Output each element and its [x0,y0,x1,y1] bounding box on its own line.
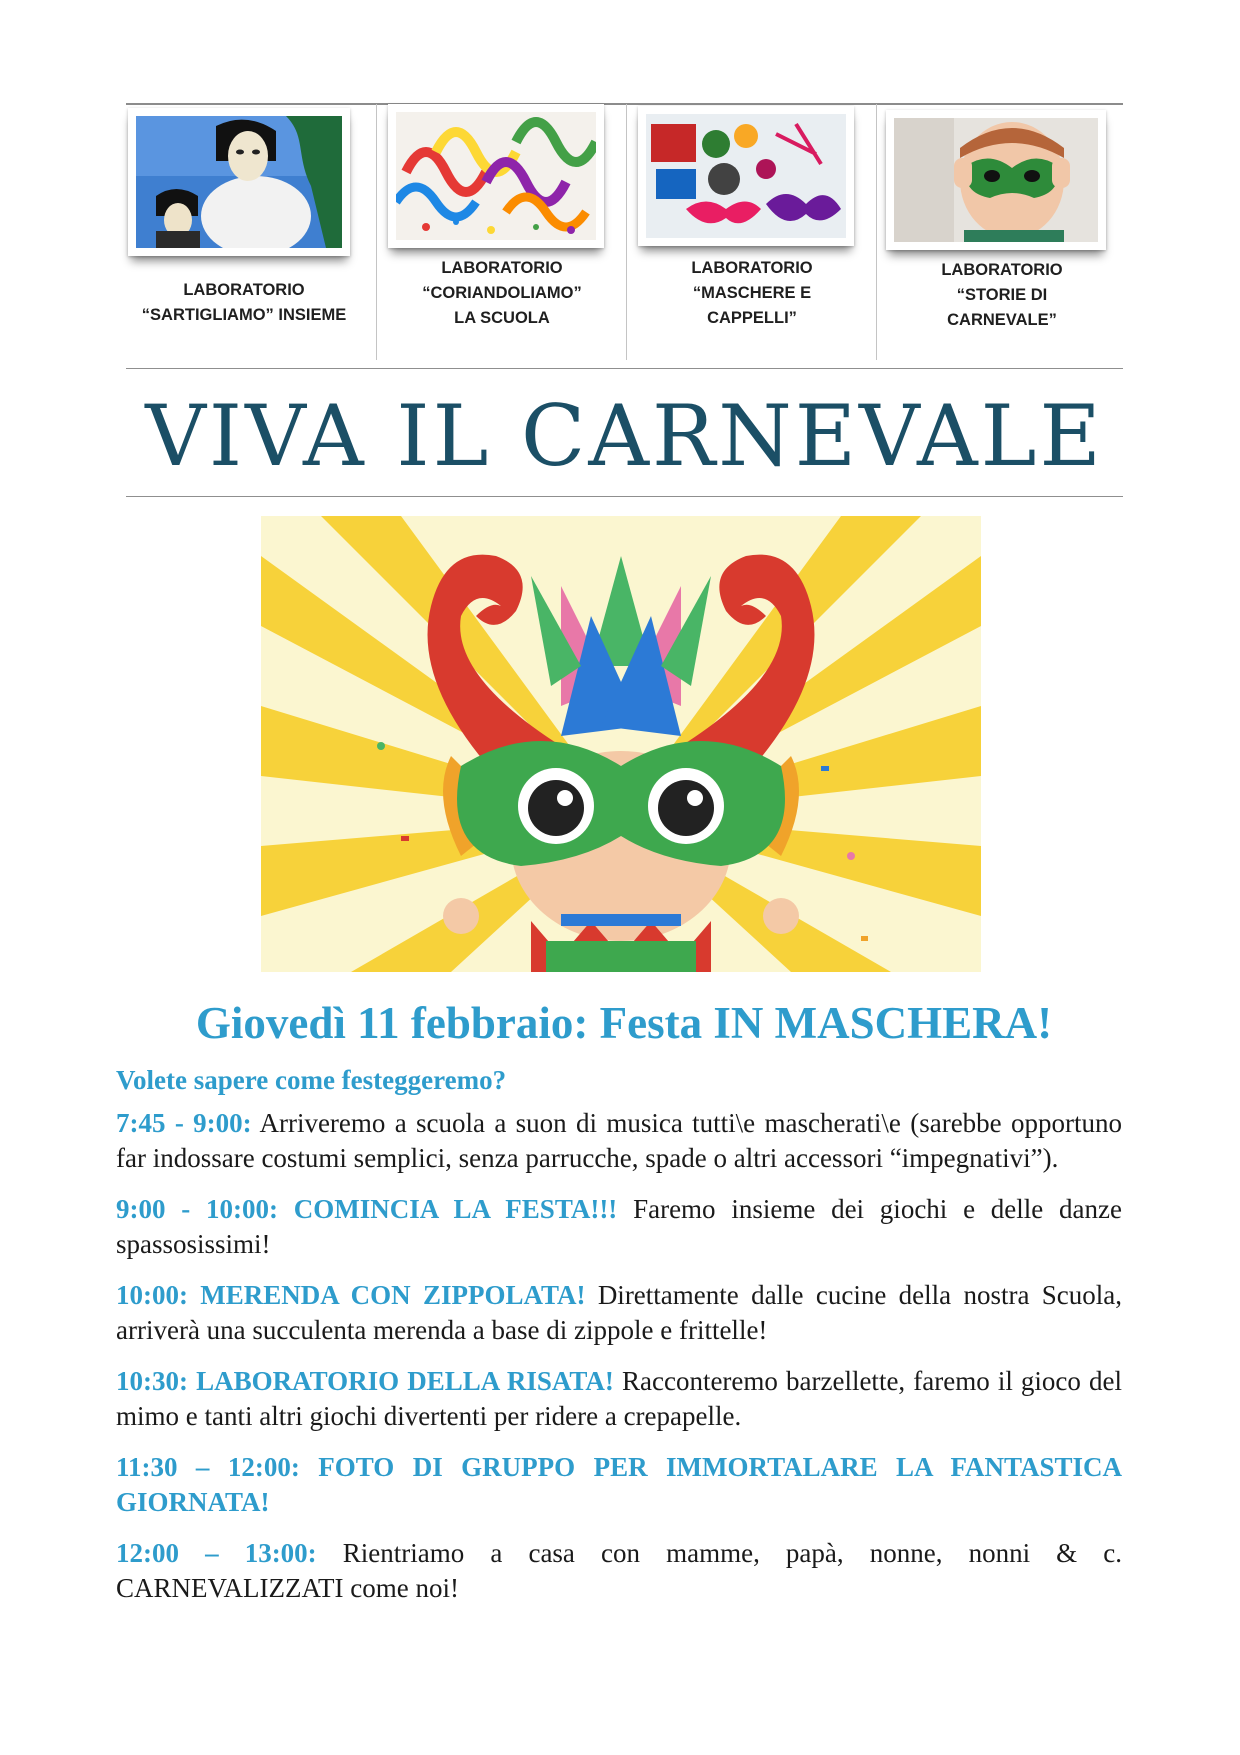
schedule-time: 7:45 - 9:00: [116,1108,252,1138]
workshop-photo-3 [638,106,854,246]
workshop-label-line: “MASCHERE E [692,284,812,302]
schedule-description: Racconteremo barzellette, faremo il gioco del mimo e tanti altri giochi divertenti per ridere a crepapelle. [116,1366,1123,1431]
workshop-label-line: LABORATORIO [441,259,563,277]
schedule-description: Arriveremo a scuola a suon di musica tutti\e mascherati\e (sarebbe opportuno far indossare costumi semplici, senza parrucche, spade o altri accessori “impegnativi”). [116,1108,1122,1173]
confetti-streamers-photo-icon [396,112,596,240]
workshop-label-line: “CORIANDOLIAMO” [422,284,582,302]
schedule-description: Faremo insieme dei giochi e delle danze spassosissimi! [116,1194,1122,1259]
title-divider-top [126,368,1123,369]
workshop-label-line: “STORIE DI [956,286,1048,304]
schedule-time: 9:00 - 10:00: COMINCIA LA FESTA!!! [116,1194,618,1224]
craft-masks-photo-icon [646,114,846,238]
workshop-photo-4 [886,110,1106,250]
schedule-description: Direttamente dalle cucine della nostra Scuola, arriverà una succulenta merenda a base di zippole e frittelle! [116,1280,1122,1345]
workshop-label-3 [634,256,870,331]
workshop-label-line: LA SCUOLA [454,309,550,327]
workshop-label-line: LABORATORIO [691,259,813,277]
sartiglia-mask-photo-icon [136,116,342,248]
top-divider [126,103,1123,105]
workshop-label-line: CARNEVALE” [947,311,1057,329]
schedule-item [116,1192,1122,1262]
title-divider-bottom [126,496,1123,497]
schedule-time: 11:30 – 12:00: FOTO DI GRUPPO PER IMMORTALARE LA FANTASTICA GIORNATA! [116,1452,1122,1517]
carnival-jester-mask-illustration-icon [261,516,981,972]
workshop-photo-1 [128,108,350,256]
event-heading: Giovedì 11 febbraio: Festa IN MASCHERA! [195,998,1053,1048]
schedule-description: Rientriamo a casa con mamme, papà, nonne, nonni & c. CARNEVALIZZATI come noi! [116,1538,1123,1603]
schedule-item [116,1450,1122,1520]
workshop-label-line: CAPPELLI” [707,309,797,327]
workshop-label-1 [128,278,360,328]
workshop-label-2 [384,256,620,331]
child-green-mask-photo-icon [894,118,1098,242]
column-separator [876,104,877,360]
hero-illustration [261,516,981,972]
schedule-time: 10:30: LABORATORIO DELLA RISATA! [116,1366,614,1396]
schedule-item [116,1106,1122,1176]
page-title: VIVA IL CARNEVALE [145,387,1104,485]
event-intro: Volete sapere come festeggeremo? [116,1065,507,1095]
schedule-item [116,1536,1122,1606]
schedule-item [116,1278,1122,1348]
schedule-time: 10:00: MERENDA CON ZIPPOLATA! [116,1280,586,1310]
workshop-photo-2 [388,104,604,248]
schedule-time: 12:00 – 13:00: [116,1538,317,1568]
column-separator [376,104,377,360]
workshop-label-line: LABORATORIO [183,281,305,299]
schedule-list [116,1106,1122,1622]
schedule-item [116,1364,1122,1434]
workshop-label-4 [884,258,1120,333]
workshop-label-line: LABORATORIO [941,261,1063,279]
workshop-label-line: “SARTIGLIAMO” INSIEME [141,306,347,324]
column-separator [626,104,627,360]
